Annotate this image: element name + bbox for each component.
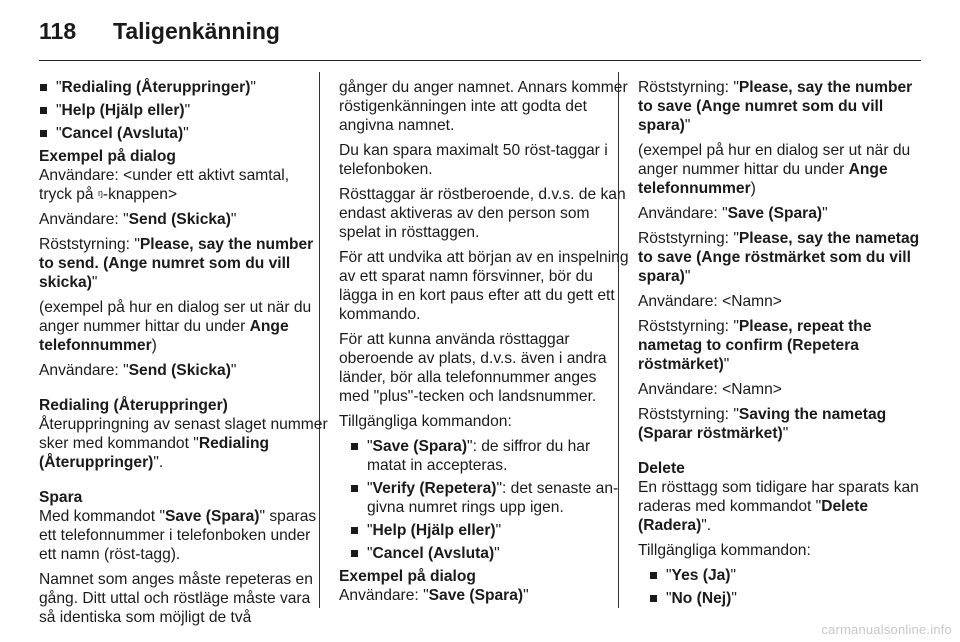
paragraph: gånger du anger namnet. Annars kommer röstigenkänningen inte att godta det angivna namnet. xyxy=(339,79,628,134)
paragraph: För att undvika att början av en inspelning av ett sparat namn försvinner, bör du lägga in en kort paus efter att du gett ett kommando. xyxy=(339,249,629,323)
bullet-item: "No (Nej)" xyxy=(649,589,929,608)
paragraph: Användare: <under ett aktivt samtal, tryck på ᵑ-knappen> xyxy=(39,167,290,203)
paragraph: Tillgängliga kommandon: xyxy=(638,542,811,559)
paragraph: Röststyrning: "Please, repeat the nametag to confirm (Repetera röstmärket)" xyxy=(638,318,872,373)
paragraph: Användare: "Save (Spara)" xyxy=(339,587,529,604)
section-heading: Redialing (Återuppringer) xyxy=(39,397,228,414)
paragraph: Rösttaggar är röstberoende, d.v.s. de kan endast aktiveras av den person som spelat in rösttaggen. xyxy=(339,186,626,241)
bullet-item: "Yes (Ja)" xyxy=(649,566,929,585)
paragraph: Tillgängliga kommandon: xyxy=(339,413,512,430)
section-heading: Delete xyxy=(638,460,685,477)
paragraph: Röststyrning: "Please, say the number to save (Ange numret som du vill spara)" xyxy=(638,79,913,134)
paragraph: En rösttagg som tidigare har sparats kan raderas med kommandot "Delete (Radera)". xyxy=(638,479,919,534)
bullet-item: "Cancel (Avsluta)" xyxy=(350,544,630,563)
bullet-item: "Save (Spara)": de siffror du har matat in accepteras. xyxy=(350,437,630,475)
paragraph: Användare: "Send (Skicka)" xyxy=(39,362,237,379)
section-heading: Spara xyxy=(39,489,83,506)
page-header xyxy=(39,14,280,48)
column-1 xyxy=(39,78,330,633)
column-2 xyxy=(339,78,630,611)
paragraph: Röststyrning: "Saving the nametag (Sparar röstmärket)" xyxy=(638,406,887,442)
paragraph: Användare: "Save (Spara)" xyxy=(638,205,828,222)
paragraph: Återuppringning av senast slaget nummer sker med kommandot "Redialing (Återuppringer)". xyxy=(39,416,328,471)
paragraph: Röststyrning: "Please, say the nametag to save (Ange röstmärket som du vill spara)" xyxy=(638,230,920,285)
paragraph: Röststyrning: "Please, say the number to send. (Ange numret som du vill skicka)" xyxy=(39,236,314,291)
paragraph: Namnet som anges måste repeteras en gång. Ditt uttal och röstläge måste vara så identiska som möjligt de två xyxy=(39,571,313,626)
paragraph: För att kunna använda rösttaggar oberoende av plats, d.v.s. även i andra länder, bör alla telefonnummer anges med "plus"-tecken och landsnummer. xyxy=(339,331,607,405)
watermark: carmanualsonline.info xyxy=(821,622,952,637)
bullet-item: "Cancel (Avsluta)" xyxy=(39,124,330,143)
page-title: Taligenkänning xyxy=(113,18,280,44)
bullet-item: "Verify (Repetera)": det senaste angivna numret rings upp igen. xyxy=(350,479,630,517)
column-3 xyxy=(638,78,929,612)
paragraph: Användare: <Namn> xyxy=(638,293,782,310)
paragraph: (exempel på hur en dialog ser ut när du anger nummer hittar du under Ange telefonnummer) xyxy=(638,142,911,197)
section-heading: Exempel på dialog xyxy=(339,568,476,585)
header-rule xyxy=(39,60,921,61)
phone-voice-icon: ᵑ xyxy=(97,187,103,202)
bullet-item: "Help (Hjälp eller)" xyxy=(39,101,330,120)
paragraph: Med kommandot "Save (Spara)" sparas ett telefonnummer i telefonboken under ett namn (röst-tagg). xyxy=(39,508,317,563)
paragraph: Du kan spara maximalt 50 röst-taggar i telefonboken. xyxy=(339,142,608,178)
paragraph: (exempel på hur en dialog ser ut när du anger nummer hittar du under Ange telefonnummer) xyxy=(39,299,312,354)
paragraph: Användare: <Namn> xyxy=(638,381,782,398)
bullet-item: "Help (Hjälp eller)" xyxy=(350,521,630,540)
bullet-item: "Redialing (Återuppringer)" xyxy=(39,78,330,97)
paragraph: Användare: "Send (Skicka)" xyxy=(39,211,237,228)
page-number: 118 xyxy=(39,18,77,44)
section-heading: Exempel på dialog xyxy=(39,148,176,165)
